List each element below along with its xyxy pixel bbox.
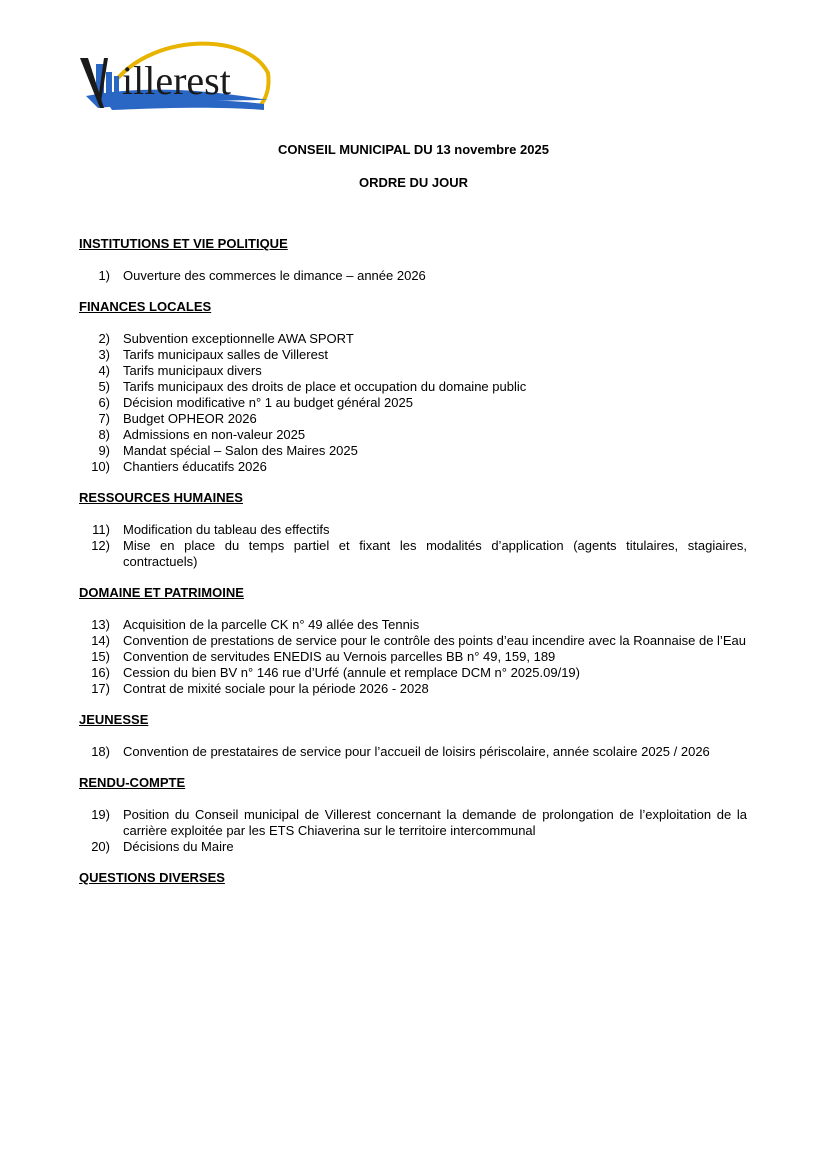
item-number: 19)	[91, 807, 110, 822]
agenda-section	[79, 585, 747, 697]
agenda-section	[79, 236, 747, 284]
item-text: Acquisition de la parcelle CK n° 49 allée des Tennis	[123, 617, 420, 632]
item-number: 14)	[91, 633, 110, 648]
agenda-section	[79, 870, 747, 886]
agenda-item	[79, 649, 747, 665]
item-number: 7)	[98, 411, 110, 426]
agenda-items	[79, 617, 747, 697]
item-number: 4)	[98, 363, 110, 378]
item-number: 5)	[98, 379, 110, 394]
agenda-item	[79, 538, 747, 570]
item-text: Tarifs municipaux salles de Villerest	[123, 347, 328, 362]
agenda-section	[79, 299, 747, 475]
item-number: 3)	[98, 347, 110, 362]
item-text: Cession du bien BV n° 146 rue d’Urfé (annule et remplace DCM n° 2025.09/19)	[123, 665, 580, 680]
agenda-item	[79, 807, 747, 839]
agenda	[79, 236, 747, 902]
item-text: Décisions du Maire	[123, 839, 234, 854]
meeting-title: CONSEIL MUNICIPAL DU 13 novembre 2025	[278, 142, 549, 157]
item-text: Contrat de mixité sociale pour la période 2026 - 2028	[123, 681, 429, 696]
agenda-item	[79, 681, 747, 697]
item-text: Position du Conseil municipal de Villerest concernant la demande de prolongation de l’exploitation de la carrière exploitée par les ETS Chiaverina sur le territoire intercommunal	[123, 807, 747, 838]
logo-wordmark: illerest	[122, 58, 231, 103]
item-text: Mise en place du temps partiel et fixant les modalités d’application (agents titulaires, stagiaires, contractuels)	[123, 538, 747, 569]
agenda-item	[79, 665, 747, 681]
section-title: RESSOURCES HUMAINES	[79, 490, 243, 505]
item-text: Admissions en non-valeur 2025	[123, 427, 306, 442]
item-text: Mandat spécial – Salon des Maires 2025	[123, 443, 358, 458]
item-number: 20)	[91, 839, 110, 854]
agenda-items	[79, 744, 747, 760]
item-text: Budget OPHEOR 2026	[123, 411, 257, 426]
section-title: DOMAINE ET PATRIMOINE	[79, 585, 244, 600]
item-text: Tarifs municipaux des droits de place et occupation du domaine public	[123, 379, 527, 394]
agenda-section	[79, 712, 747, 760]
agenda-item	[79, 744, 747, 760]
item-text: Convention de prestataires de service pour l’accueil de loisirs périscolaire, année scolaire 2025 / 2026	[123, 744, 710, 759]
villerest-logo	[78, 38, 274, 124]
item-number: 1)	[98, 268, 110, 283]
logo-graphic	[78, 38, 274, 124]
item-text: Convention de prestations de service pour le contrôle des points d’eau incendire avec la Roannaise de l’Eau	[123, 633, 746, 648]
item-number: 16)	[91, 665, 110, 680]
agenda-item	[79, 427, 747, 443]
agenda-heading: ORDRE DU JOUR	[358, 175, 469, 190]
agenda-item	[79, 411, 747, 427]
item-number: 11)	[92, 522, 110, 537]
agenda-items	[79, 807, 747, 855]
agenda-item	[79, 443, 747, 459]
agenda-item	[79, 347, 747, 363]
agenda-item	[79, 331, 747, 347]
agenda-section	[79, 490, 747, 570]
item-number: 8)	[98, 427, 110, 442]
item-number: 2)	[98, 331, 110, 346]
item-text: Tarifs municipaux divers	[123, 363, 262, 378]
section-title: FINANCES LOCALES	[79, 299, 212, 314]
item-text: Convention de servitudes ENEDIS au Vernois parcelles BB n° 49, 159, 189	[123, 649, 556, 664]
item-number: 9)	[98, 443, 110, 458]
agenda-item	[79, 379, 747, 395]
agenda-item	[79, 839, 747, 855]
agenda-item	[79, 633, 747, 649]
item-number: 15)	[91, 649, 110, 664]
item-number: 13)	[91, 617, 110, 632]
item-number: 18)	[91, 744, 110, 759]
agenda-item	[79, 395, 747, 411]
agenda-items	[79, 268, 747, 284]
agenda-section	[79, 775, 747, 855]
item-text: Subvention exceptionnelle AWA SPORT	[123, 331, 354, 346]
agenda-items	[79, 522, 747, 570]
section-title: RENDU-COMPTE	[79, 775, 186, 790]
item-text: Ouverture des commerces le dimance – année 2026	[123, 268, 426, 283]
agenda-item	[79, 617, 747, 633]
item-text: Modification du tableau des effectifs	[123, 522, 330, 537]
agenda-item	[79, 522, 747, 538]
item-text: Chantiers éducatifs 2026	[123, 459, 267, 474]
item-text: Décision modificative n° 1 au budget général 2025	[123, 395, 413, 410]
item-number: 10)	[91, 459, 110, 474]
item-number: 6)	[98, 395, 110, 410]
item-number: 12)	[91, 538, 110, 553]
agenda-item	[79, 459, 747, 475]
section-title: QUESTIONS DIVERSES	[79, 870, 225, 885]
item-number: 17)	[91, 681, 110, 696]
agenda-items	[79, 331, 747, 475]
agenda-item	[79, 363, 747, 379]
agenda-item	[79, 268, 747, 284]
section-title: JEUNESSE	[79, 712, 149, 727]
section-title: INSTITUTIONS ET VIE POLITIQUE	[79, 236, 288, 251]
